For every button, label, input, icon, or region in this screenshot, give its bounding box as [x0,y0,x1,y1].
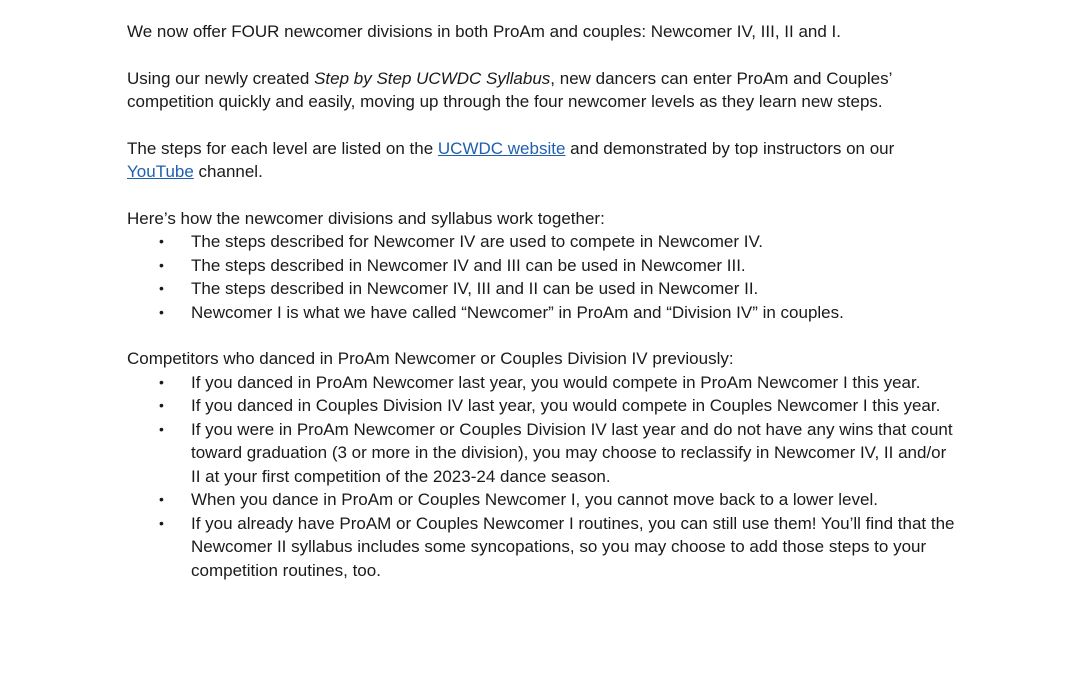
list-item [127,488,957,512]
list-item [127,394,957,418]
paragraph-gap [127,114,957,137]
ucwdc-website-link[interactable]: UCWDC website [437,138,566,158]
divisions-intro: Here’s how the newcomer divisions and syllabus work together: [127,208,605,228]
youtube-link[interactable]: YouTube [127,162,194,181]
bullet-icon: • [159,280,164,296]
syllabus-text-after: , new dancers can enter ProAm and Couples’ competition quickly and easily, moving up through the four newcomer levels as they learn new steps. [127,68,892,111]
list-item [127,254,957,278]
list-item-text: The steps described for Newcomer IV are used to compete in Newcomer IV. [191,232,763,251]
list-item [127,277,957,301]
document-page [127,20,957,582]
steps-paragraph [127,137,957,184]
list-item [127,512,957,583]
syllabus-title: Step by Step UCWDC Syllabus [314,68,551,88]
list-item-text: If you danced in ProAm Newcomer last year, you would compete in ProAm Newcomer I this year. [191,372,921,392]
list-item-text: The steps described in Newcomer IV and III can be used in Newcomer III. [191,255,746,275]
paragraph-gap [127,324,957,347]
bullet-icon: • [159,514,164,531]
steps-text-after: channel. [193,162,263,181]
list-item-text: If you already have ProAM or Couples Newcomer I routines, you can still use them! You’ll find that the Newcomer II syllabus includes some syncopations, so you may choose to add those steps to your competition routines, too. [191,513,955,580]
bullet-icon: • [159,233,164,249]
competitors-intro: Competitors who danced in ProAm Newcomer or Couples Division IV previously: [127,349,734,368]
list-item-text: If you danced in Couples Division IV last year, you would compete in Couples Newcomer I this year. [191,396,941,415]
intro-paragraph: We now offer FOUR newcomer divisions in both ProAm and couples: Newcomer IV, III, II and I. [127,22,841,41]
list-item [127,371,957,395]
competitors-list [127,371,957,583]
paragraph-gap [127,44,957,67]
bullet-icon: • [159,303,164,320]
list-item-text: If you were in ProAm Newcomer or Couples Division IV last year and do not have any wins that count toward graduation (3 or more in the division), you may choose to reclassify in Newcomer IV, II and/or II at your first competition of the 2023-24 dance season. [191,419,953,486]
bullet-icon: • [159,420,164,437]
list-item-text: The steps described in Newcomer IV, III and II can be used in Newcomer II. [191,279,759,298]
list-item-text: When you dance in ProAm or Couples Newcomer I, you cannot move back to a lower level. [191,490,878,509]
divisions-list [127,230,957,324]
list-item [127,301,957,325]
syllabus-paragraph [127,67,957,114]
list-item [127,418,957,489]
syllabus-text-before: Using our newly created [127,68,315,88]
list-item [127,230,957,254]
list-item-text: Newcomer I is what we have called “Newcomer” in ProAm and “Division IV” in couples. [191,302,844,322]
bullet-icon: • [159,373,164,390]
paragraph-gap [127,184,957,207]
steps-text-before: The steps for each level are listed on the [127,138,438,158]
bullet-icon: • [159,256,164,273]
steps-text-middle: and demonstrated by top instructors on our [565,138,895,158]
bullet-icon: • [159,397,164,413]
bullet-icon: • [159,491,164,507]
